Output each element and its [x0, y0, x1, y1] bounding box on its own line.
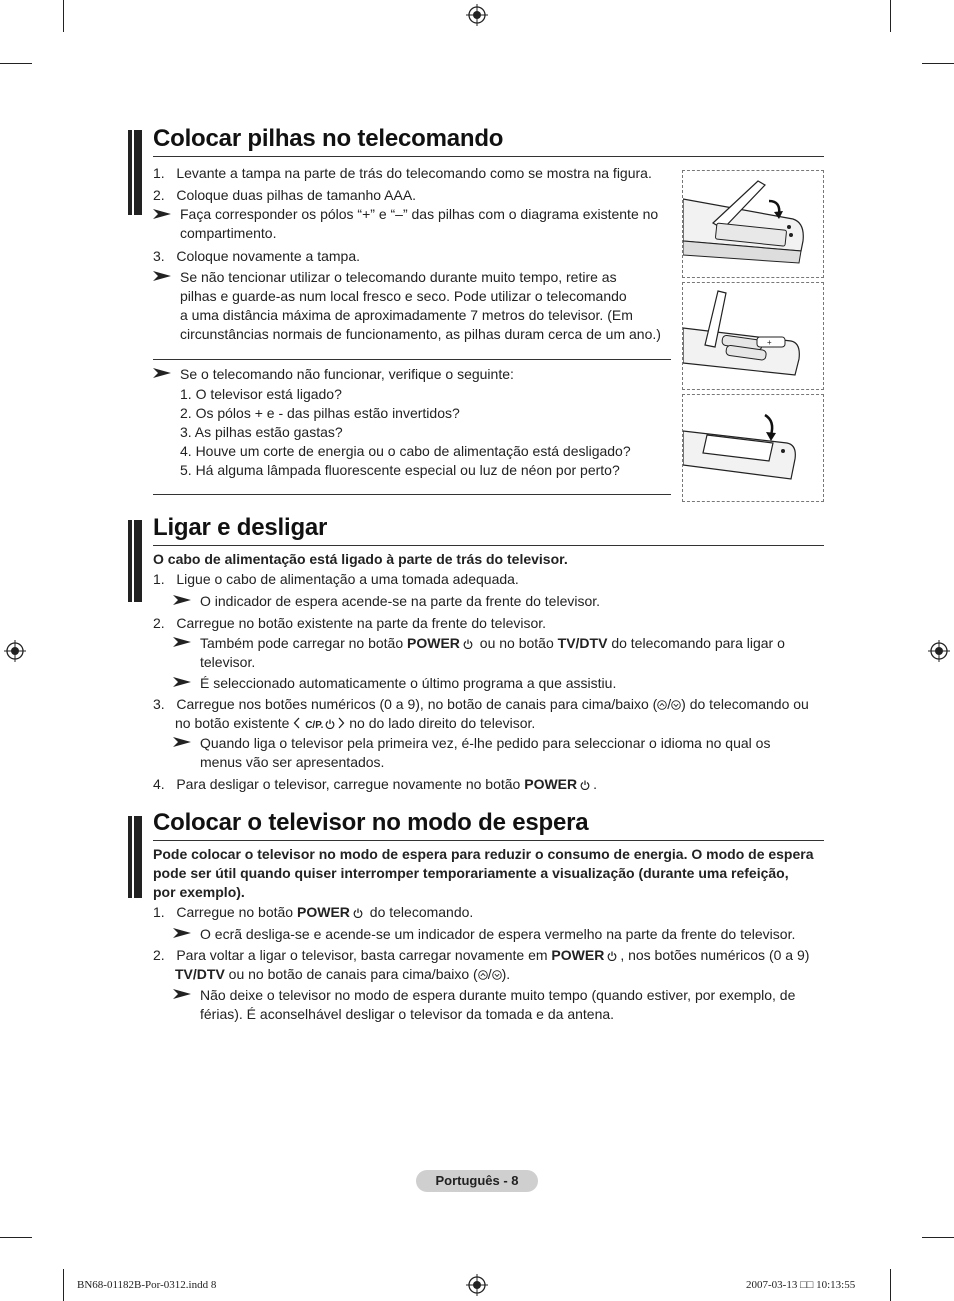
section-bar	[128, 130, 142, 215]
step-text: 1. Ligue o cabo de alimentação a uma tomada adequada.	[153, 571, 519, 587]
step-text	[153, 903, 473, 922]
note-text: Não deixe o televisor no modo de espera durante muito tempo (quando estiver, por exemplo, de	[200, 987, 796, 1003]
note-text-part: ou no botão	[475, 635, 558, 651]
section-rule	[153, 840, 824, 841]
check-item: 4. Houve um corte de energia ou o cabo de alimentação está desligado?	[180, 443, 631, 459]
step-text-part: 4. Para desligar o televisor, carregue novamente no botão	[153, 776, 525, 792]
note-text	[200, 634, 785, 653]
file-slug: BN68-01182B-Por-0312.indd 8	[77, 1279, 217, 1291]
tvdtv-button-label: TV/DTV	[557, 635, 608, 651]
note-arrow-icon	[173, 989, 191, 999]
page-number-badge: Português - 8	[416, 1170, 538, 1192]
crop-mark	[63, 1269, 64, 1301]
note-text-part: Também pode carregar no botão	[200, 635, 408, 651]
channel-up-icon	[478, 970, 488, 980]
step-text-part: ) do telecomando ou	[681, 696, 809, 712]
slash-separator: /	[667, 696, 672, 712]
note-text: férias). É aconselhável desligar o televisor da tomada e da antena.	[200, 1006, 615, 1022]
note-arrow-icon	[173, 677, 191, 687]
channel-up-icon	[657, 700, 667, 710]
note-text: Se o telecomando não funcionar, verifique o seguinte:	[180, 366, 514, 382]
note-text: televisor.	[200, 654, 256, 670]
note-text: O ecrã desliga-se e acende-se um indicador de espera vermelho na parte da frente do televisor.	[200, 926, 796, 942]
step-text: 2. Carregue no botão existente na parte da frente do televisor.	[153, 615, 547, 631]
power-icon	[463, 639, 473, 649]
note-text: a uma distância máxima de aproximadamente 7 metros do televisor. (Em	[180, 307, 633, 323]
crop-mark	[890, 0, 891, 32]
section-intro: O cabo de alimentação está ligado à parte de trás do televisor.	[153, 551, 568, 567]
note-text: circunstâncias normais de funcionamento, as pilhas duram cerca de um ano.)	[180, 326, 661, 342]
step-text-part: no do lado direito do televisor.	[349, 715, 536, 731]
section-title-power: Ligar e desligar	[153, 514, 328, 541]
channel-down-icon	[492, 970, 502, 980]
crop-mark	[890, 1269, 891, 1301]
section-intro: Pode colocar o televisor no modo de espera para reduzir o consumo de energia. O modo de espera	[153, 846, 814, 862]
slash-separator: /	[487, 966, 492, 982]
power-button-label: POWER	[407, 635, 460, 651]
chevron-left-icon	[293, 717, 301, 729]
check-item: 1. O televisor está ligado?	[180, 386, 342, 402]
remote-illustration-insert-batteries	[682, 282, 824, 390]
section-intro: pode ser útil quando quiser interromper temporariamente a visualização (durante uma refeição,	[153, 865, 789, 881]
note-arrow-icon	[173, 737, 191, 747]
step-text-part: .	[593, 776, 598, 792]
remote-illustration-open-cover	[682, 170, 824, 278]
registration-mark-icon	[466, 1274, 488, 1296]
crop-mark	[0, 63, 32, 64]
note-arrow-icon	[173, 595, 191, 605]
remote-batteries-icon	[683, 283, 823, 389]
step-text: 1. Levante a tampa na parte de trás do telecomando como se mostra na figura.	[153, 165, 652, 181]
step-text	[175, 714, 535, 735]
step-text-part: 3. Carregue nos botões numéricos (0 a 9), no botão de canais para cima/baixo (	[153, 696, 658, 712]
step-text-part: 1. Carregue no botão	[153, 904, 297, 920]
note-arrow-icon	[173, 928, 191, 938]
step-text	[153, 946, 809, 965]
chevron-right-icon	[337, 717, 345, 729]
note-arrow-icon	[153, 209, 171, 219]
cp-button-label: C/P.	[305, 720, 324, 731]
step-text-part: ou no botão de canais para cima/baixo (	[224, 966, 478, 982]
remote-illustration-close-cover	[682, 394, 824, 502]
crop-mark	[63, 0, 64, 32]
remote-open-cover-icon	[683, 171, 823, 277]
channel-down-icon	[671, 700, 681, 710]
step-text: 3. Coloque novamente a tampa.	[153, 248, 361, 264]
step-text-part: no botão existente	[175, 715, 290, 731]
power-icon	[607, 951, 617, 961]
note-text-part: do telecomando para ligar o	[607, 635, 785, 651]
registration-mark-icon	[4, 640, 26, 662]
note-text: compartimento.	[180, 225, 277, 241]
note-text: É seleccionado automaticamente o último programa a que assistiu.	[200, 675, 617, 691]
step-text	[153, 695, 809, 714]
step-text	[175, 965, 510, 984]
check-item: 2. Os pólos + e - das pilhas estão invertidos?	[180, 405, 460, 421]
step-text-part: ).	[501, 966, 511, 982]
power-icon	[353, 908, 363, 918]
check-item: 3. As pilhas estão gastas?	[180, 424, 343, 440]
step-text-part: 2. Para voltar a ligar o televisor, basta carregar novamente em	[153, 947, 552, 963]
power-button-label: POWER	[297, 904, 350, 920]
note-text: pilhas e guarde-as num local fresco e seco. Pode utilizar o telecomando	[180, 288, 627, 304]
section-intro: por exemplo).	[153, 884, 245, 900]
section-title-batteries: Colocar pilhas no telecomando	[153, 125, 504, 152]
registration-mark-icon	[928, 640, 950, 662]
section-rule	[153, 545, 824, 546]
step-text: 2. Coloque duas pilhas de tamanho AAA.	[153, 187, 417, 203]
check-item: 5. Há alguma lâmpada fluorescente especial ou luz de néon por perto?	[180, 462, 620, 478]
registration-mark-icon	[466, 4, 488, 26]
step-text-part: do telecomando.	[365, 904, 474, 920]
step-text	[153, 775, 597, 794]
note-text: Faça corresponder os pólos “+” e “–” das pilhas com o diagrama existente no	[180, 206, 659, 222]
crop-mark	[922, 63, 954, 64]
date-slug: 2007-03-13 □□ 10:13:55	[746, 1279, 856, 1291]
note-arrow-icon	[153, 271, 171, 281]
remote-close-cover-icon	[683, 395, 823, 501]
note-text: menus vão ser apresentados.	[200, 754, 385, 770]
crop-mark	[922, 1237, 954, 1238]
svg-text:+: +	[767, 338, 772, 347]
power-icon	[580, 780, 590, 790]
note-box-rule	[153, 494, 671, 495]
section-bar	[128, 520, 142, 602]
note-text: Se não tencionar utilizar o telecomando durante muito tempo, retire as	[180, 269, 617, 285]
section-title-standby: Colocar o televisor no modo de espera	[153, 809, 589, 836]
crop-mark	[0, 1237, 32, 1238]
power-button-label: POWER	[524, 776, 578, 792]
note-arrow-icon	[153, 368, 171, 378]
tvdtv-button-label: TV/DTV	[175, 966, 225, 982]
section-bar	[128, 816, 142, 898]
note-arrow-icon	[173, 637, 191, 647]
power-button-label: POWER	[551, 947, 605, 963]
note-box-rule	[153, 359, 671, 360]
note-text: O indicador de espera acende-se na parte da frente do televisor.	[200, 593, 601, 609]
section-rule	[153, 156, 824, 157]
step-text-part: , nos botões numéricos (0 a 9)	[620, 947, 810, 963]
power-icon	[325, 719, 335, 729]
note-text: Quando liga o televisor pela primeira vez, é-lhe pedido para seleccionar o idioma no qual os	[200, 735, 771, 751]
